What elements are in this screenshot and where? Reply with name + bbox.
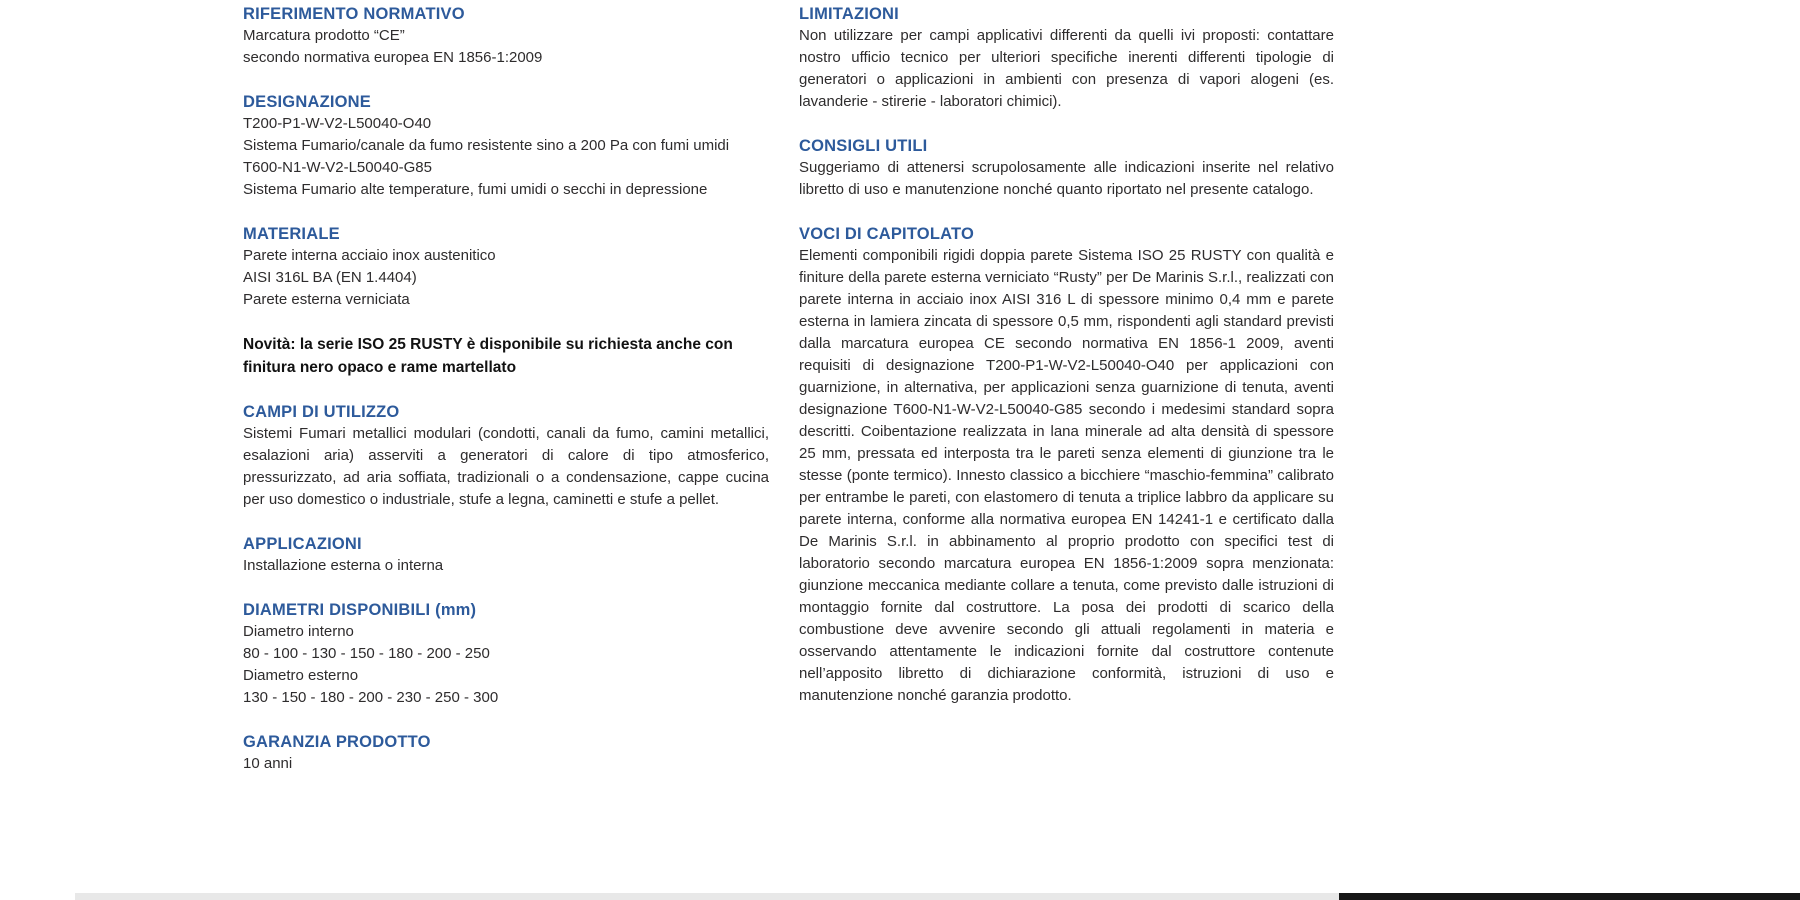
section xyxy=(243,533,769,577)
text-line: T600-N1-W-V2-L50040-G85 xyxy=(243,159,432,176)
text-line: Marcatura prodotto “CE” xyxy=(243,27,405,44)
section-heading: CAMPI DI UTILIZZO xyxy=(243,403,400,421)
section-paragraph: Sistemi Fumari metallici modulari (condotti, canali da fumo, camini metallici, esalazioni aria) asserviti a generatori di calore di tipo atmosferico, pressurizzato, ad aria soffiata, tradizionali o a condensazione, cappe cucina per uso domestico o industriale, stufe a legna, caminetti e stufe a pellet. xyxy=(243,425,769,508)
page-bottom-edge xyxy=(75,893,1339,900)
section xyxy=(799,223,1334,707)
section-heading: RIFERIMENTO NORMATIVO xyxy=(243,5,465,23)
next-section-dark-bar xyxy=(1339,893,1800,900)
section xyxy=(243,3,769,69)
section-heading: LIMITAZIONI xyxy=(799,5,899,23)
text-line: Diametro interno xyxy=(243,623,354,640)
section-heading: GARANZIA PRODOTTO xyxy=(243,733,431,751)
section-heading: DESIGNAZIONE xyxy=(243,93,371,111)
text-line: secondo normativa europea EN 1856-1:2009 xyxy=(243,49,543,66)
text-line: Diametro esterno xyxy=(243,667,359,684)
section xyxy=(243,599,769,709)
text-line: Parete interna acciaio inox austenitico xyxy=(243,247,496,264)
text-line: Installazione esterna o interna xyxy=(243,557,444,574)
text-line: Parete esterna verniciata xyxy=(243,291,410,308)
section xyxy=(799,3,1334,113)
section-heading: CONSIGLI UTILI xyxy=(799,137,928,155)
text-line: AISI 316L BA (EN 1.4404) xyxy=(243,269,417,286)
text-line: Sistema Fumario/canale da fumo resistente sino a 200 Pa con fumi umidi xyxy=(243,137,730,154)
text-line: T200-P1-W-V2-L50040-O40 xyxy=(243,115,432,132)
section xyxy=(243,91,769,201)
section xyxy=(243,333,769,379)
section xyxy=(799,135,1334,201)
section-paragraph: Elementi componibili rigidi doppia parete Sistema ISO 25 RUSTY con qualità e finiture della parete esterna verniciato “Rusty” per De Marinis S.r.l., realizzati con parete interna in acciaio inox AISI 316 L di spessore minimo 0,4 mm e parete esterna in lamiera zincata di spessore 0,5 mm, rispondenti agli standard previsti dalla marcatura europea CE secondo normativa EN 1856-1 2009, aventi requisiti di designazione T200-P1-W-V2-L50040-O40 per applicazioni con guarnizione, in alternativa, per applicazioni senza guarnizione di tenuta, aventi designazione T600-N1-W-V2-L50040-G85 secondo i medesimi standard sopra descritti. Coibentazione realizzata in lana minerale ad alta densità di spessore 25 mm, pressata ed interposta tra le pareti senza elementi di giunzione tra le stesse (ponte termico). Innesto classico a bicchiere “maschio-femmina” calibrato per entrambe le pareti, con elastomero di tenuta a triplice labbro da applicare su parete interna, conforme alla normativa europea EN 14241-1 e certificato dalla De Marinis S.r.l. in abbinamento al proprio prodotto con specifici test di laboratorio secondo marcatura europea EN 1856-1:2009 sopra menzionata: giunzione meccanica mediante collare a tenuta, come previsto dalle istruzioni di montaggio fornite dal costruttore. La posa dei prodotti di scarico della combustione deve avvenire secondo gli attuali regolamenti in materia e osservando attentamente le indicazioni fornite dal costruttore contenute nell’apposito libretto di dichiarazione conformità, istruzioni di uso e manutenzione nonché garanzia prodotto. xyxy=(799,247,1334,704)
section-heading: APPLICAZIONI xyxy=(243,535,362,553)
left-column xyxy=(243,3,769,797)
right-column xyxy=(799,3,1334,729)
text-line: 130 - 150 - 180 - 200 - 230 - 250 - 300 xyxy=(243,689,499,706)
section-paragraph: Suggeriamo di attenersi scrupolosamente alle indicazioni inserite nel relativo libretto di uso e manutenzione nonché quanto riportato nel presente catalogo. xyxy=(799,159,1334,198)
section-heading: DIAMETRI DISPONIBILI (mm) xyxy=(243,601,477,619)
text-line: 10 anni xyxy=(243,755,293,772)
section xyxy=(243,731,769,775)
section-paragraph: Non utilizzare per campi applicativi differenti da quelli ivi proposti: contattare nostro ufficio tecnico per ulteriori specifiche inerenti differenti tipologie di generatori o applicazioni in ambienti con presenza di vapori alogeni (es. lavanderie - stirerie - laboratori chimici). xyxy=(799,27,1334,110)
section-heading: MATERIALE xyxy=(243,225,340,243)
text-line: Sistema Fumario alte temperature, fumi umidi o secchi in depressione xyxy=(243,181,708,198)
novita-bold-note: Novità: la serie ISO 25 RUSTY è disponibile su richiesta anche con finitura nero opaco e rame martellato xyxy=(243,336,733,376)
section xyxy=(243,223,769,311)
section-heading: VOCI DI CAPITOLATO xyxy=(799,225,975,243)
section xyxy=(243,401,769,511)
text-line: 80 - 100 - 130 - 150 - 180 - 200 - 250 xyxy=(243,645,490,662)
